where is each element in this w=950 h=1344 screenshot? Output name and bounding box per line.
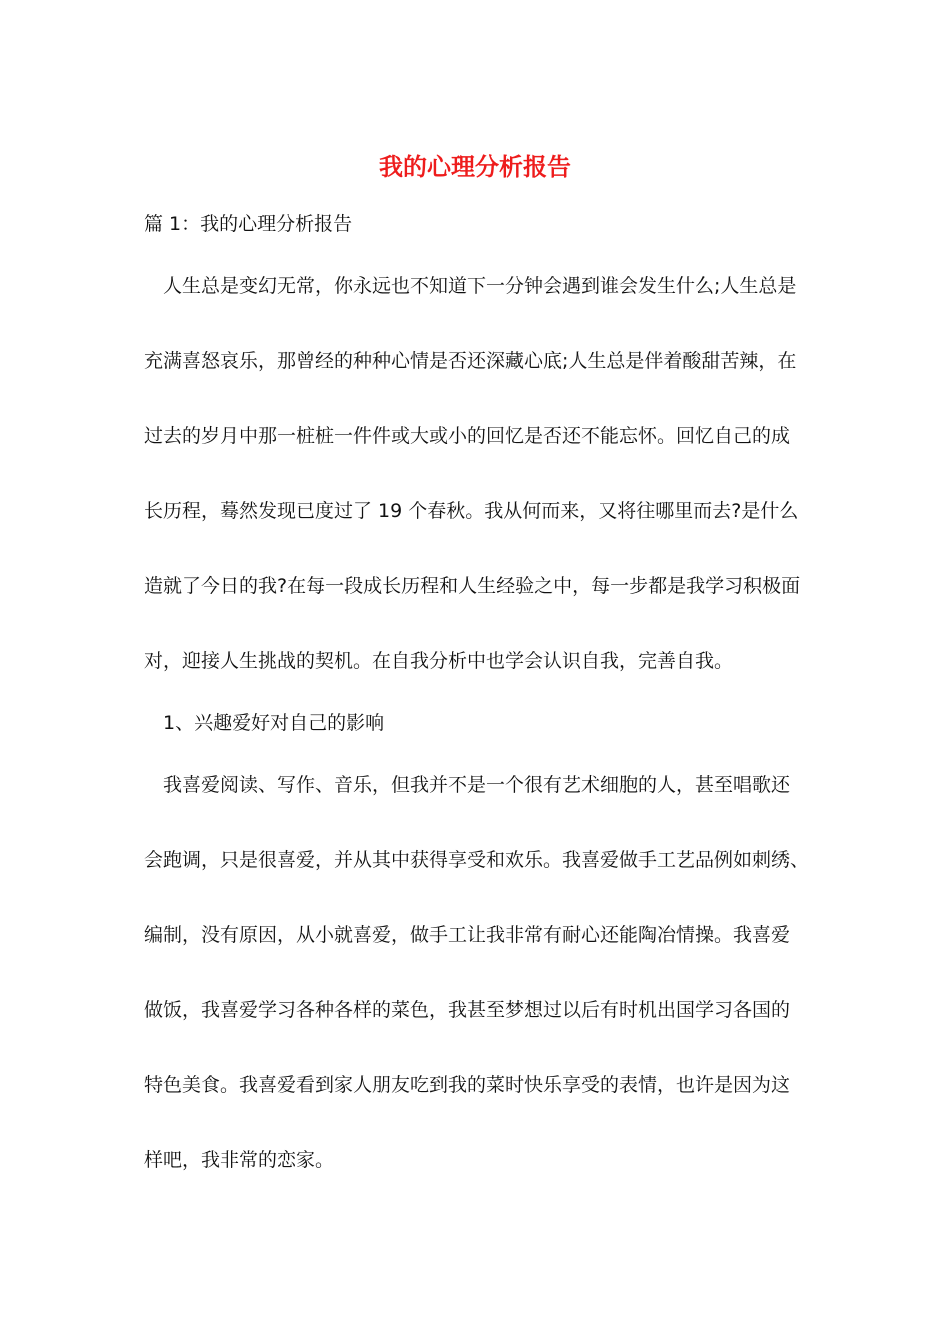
paragraph-1-line-1: 人生总是变幻无常，你永远也不知道下一分钟会遇到谁会发生什么;人生总是 bbox=[163, 275, 797, 297]
paragraph-2-line-3: 编制，没有原因，从小就喜爱，做手工让我非常有耐心还能陶冶情操。我喜爱 bbox=[144, 924, 791, 946]
section-heading: 篇 1：我的心理分析报告 bbox=[144, 213, 353, 235]
paragraph-2-line-4: 做饭，我喜爱学习各种各样的菜色，我甚至梦想过以后有时机出国学习各国的 bbox=[144, 999, 791, 1021]
paragraph-1-line-3: 过去的岁月中那一桩桩一件件或大或小的回忆是否还不能忘怀。回忆自己的成 bbox=[144, 425, 791, 447]
paragraph-2-line-5: 特色美食。我喜爱看到家人朋友吃到我的菜时快乐享受的表情，也许是因为这 bbox=[144, 1074, 791, 1096]
paragraph-2-line-6: 样吧，我非常的恋家。 bbox=[144, 1149, 335, 1171]
paragraph-1-line-6: 对，迎接人生挑战的契机。在自我分析中也学会认识自我，完善自我。 bbox=[144, 650, 734, 672]
paragraph-2-line-2: 会跑调，只是很喜爱，并从其中获得享受和欢乐。我喜爱做手工艺品例如刺绣、 bbox=[144, 849, 810, 871]
paragraph-1-line-5: 造就了今日的我?在每一段成长历程和人生经验之中，每一步都是我学习积极面 bbox=[144, 575, 801, 597]
document-title: 我的心理分析报告 bbox=[379, 152, 571, 181]
paragraph-1-line-4: 长历程，蓦然发现已度过了 19 个春秋。我从何而来，又将往哪里而去?是什么 bbox=[144, 500, 799, 522]
paragraph-2-line-1: 我喜爱阅读、写作、音乐，但我并不是一个很有艺术细胞的人，甚至唱歌还 bbox=[163, 774, 791, 796]
subheading-1: 1、兴趣爱好对自己的影响 bbox=[163, 712, 385, 734]
paragraph-1-line-2: 充满喜怒哀乐，那曾经的种种心情是否还深藏心底;人生总是伴着酸甜苦辣，在 bbox=[144, 350, 797, 372]
